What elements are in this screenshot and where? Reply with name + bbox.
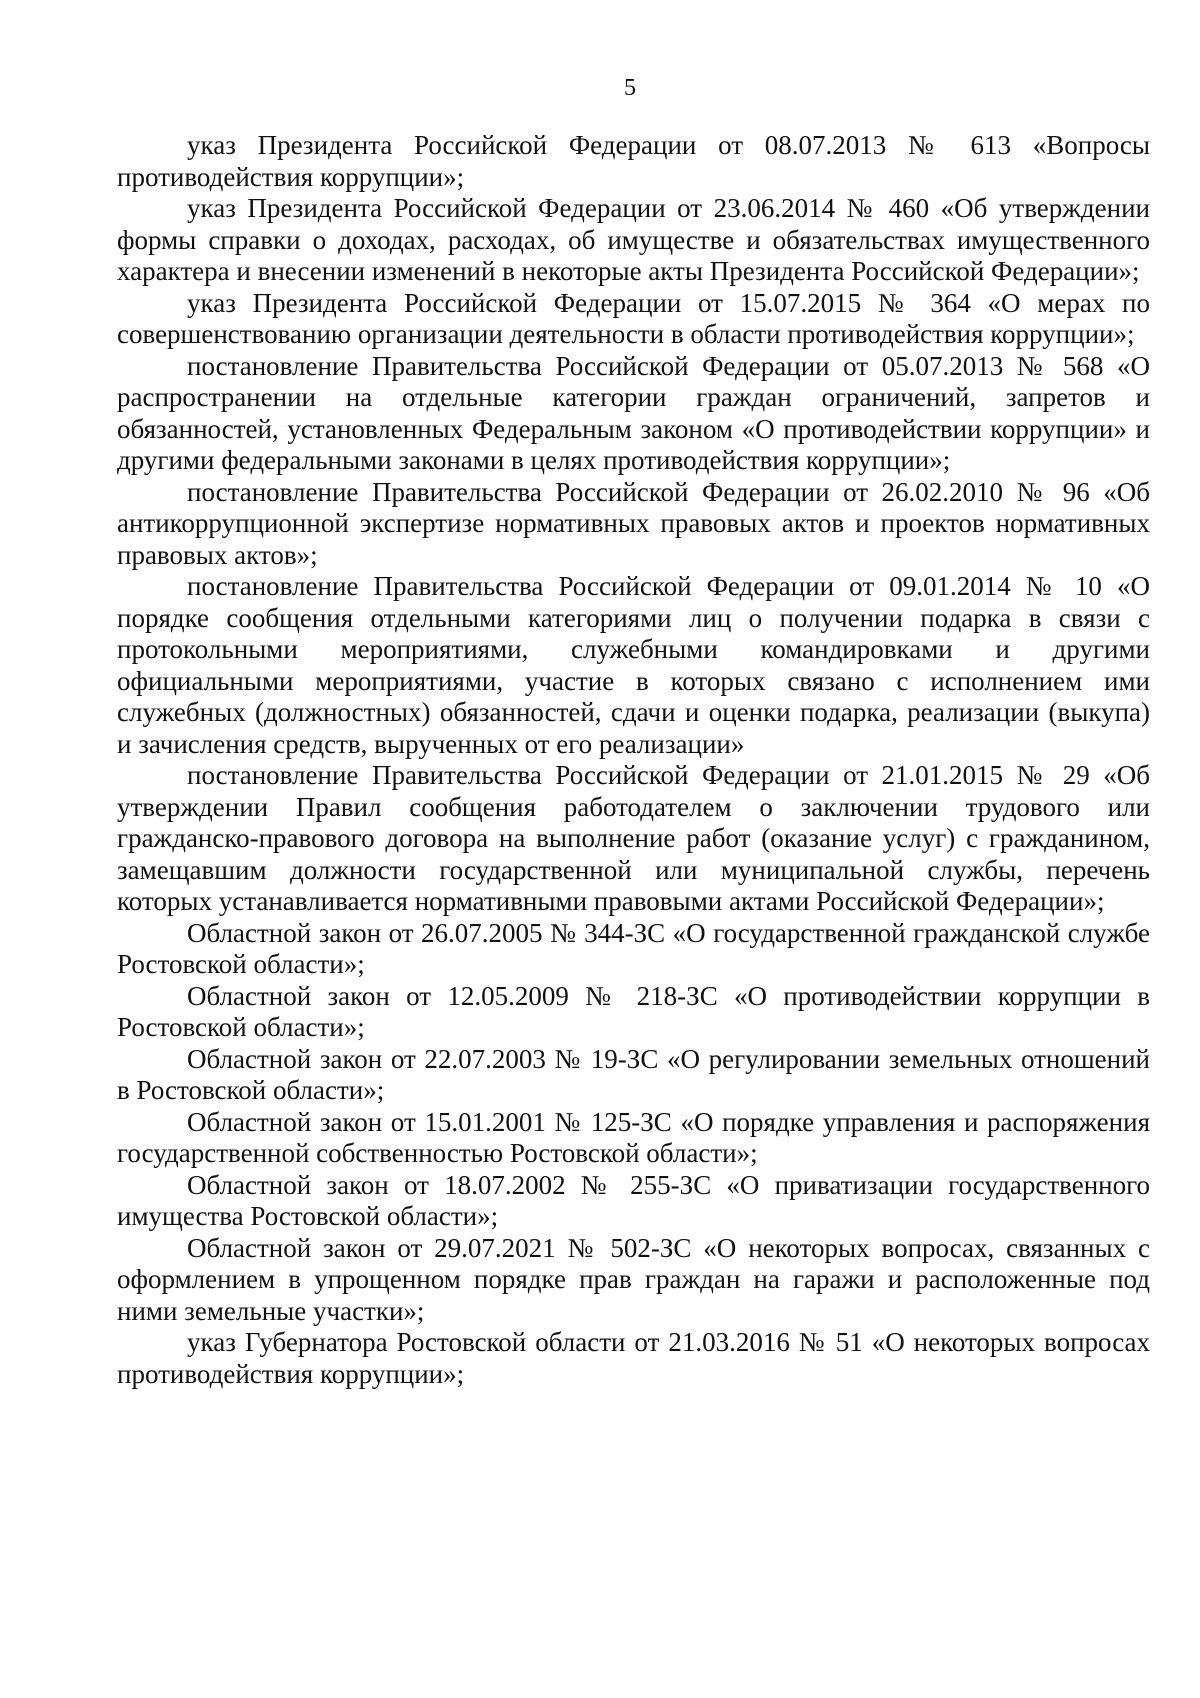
document-body xyxy=(117,130,1150,1390)
page-number: 5 xyxy=(624,75,636,101)
legal-act-item: указ Губернатора Ростовской области от 21.03.2016 № 51 «О некоторых вопросах противодействия коррупции»; xyxy=(117,1327,1150,1389)
legal-act-item: указ Президента Российской Федерации от 23.06.2014 № 460 «Об утверждении формы справки о доходах, расходах, об имуществе и обязательствах имущественного характера и внесении изменений в некоторые акты Президента Российской Федерации»; xyxy=(117,193,1150,286)
legal-act-item: Областной закон от 18.07.2002 № 255-ЗС «О приватизации государственного имущества Ростовской области»; xyxy=(117,1169,1150,1231)
legal-act-item: Областной закон от 15.01.2001 № 125-ЗС «О порядке управления и распоряжения государственной собственностью Ростовской области»; xyxy=(117,1106,1150,1168)
legal-act-item: указ Президента Российской Федерации от 08.07.2013 № 613 «Вопросы противодействия коррупции»; xyxy=(117,130,1150,192)
legal-act-item: указ Президента Российской Федерации от 15.07.2015 № 364 «О мерах по совершенствованию организации деятельности в области противодействия коррупции»; xyxy=(117,287,1150,349)
legal-act-item: постановление Правительства Российской Федерации от 05.07.2013 № 568 «О распространении на отдельные категории граждан ограничений, запретов и обязанностей, установленных Федеральным законом «О противодействии коррупции» и другими федеральными законами в целях противодействия коррупции»; xyxy=(117,350,1150,475)
legal-act-item: Областной закон от 26.07.2005 № 344-ЗС «О государственной гражданской службе Ростовской области»; xyxy=(117,917,1150,979)
legal-act-item: Областной закон от 22.07.2003 № 19-ЗС «О регулировании земельных отношений в Ростовской области»; xyxy=(117,1043,1150,1105)
legal-act-item: постановление Правительства Российской Федерации от 26.02.2010 № 96 «Об антикоррупционной экспертизе нормативных правовых актов и проектов нормативных правовых актов»; xyxy=(117,476,1150,570)
legal-act-item: Областной закон от 12.05.2009 № 218-ЗС «О противодействии коррупции в Ростовской области»; xyxy=(117,980,1150,1042)
legal-act-item: постановление Правительства Российской Федерации от 21.01.2015 № 29 «Об утверждении Правил сообщения работодателем о заключении трудового или гражданско-правового договора на выполнение работ (оказание услуг) с гражданином, замещавшим должности государственной или муниципальной службы, перечень которых устанавливается нормативными правовыми актами Российской Федерации»; xyxy=(117,760,1150,916)
legal-act-item: постановление Правительства Российской Федерации от 09.01.2014 № 10 «О порядке сообщения отдельными категориями лиц о получении подарка в связи с протокольными мероприятиями, служебными командировками и другими официальными мероприятиями, участие в которых связано с исполнением ими служебных (должностных) обязанностей, сдачи и оценки подарка, реализации (выкупа) и зачисления средств, вырученных от его реализации» xyxy=(117,571,1150,759)
legal-act-item: Областной закон от 29.07.2021 № 502-ЗС «О некоторых вопросах, связанных с оформлением в упрощенном порядке прав граждан на гаражи и расположенные под ними земельные участки»; xyxy=(117,1232,1150,1326)
